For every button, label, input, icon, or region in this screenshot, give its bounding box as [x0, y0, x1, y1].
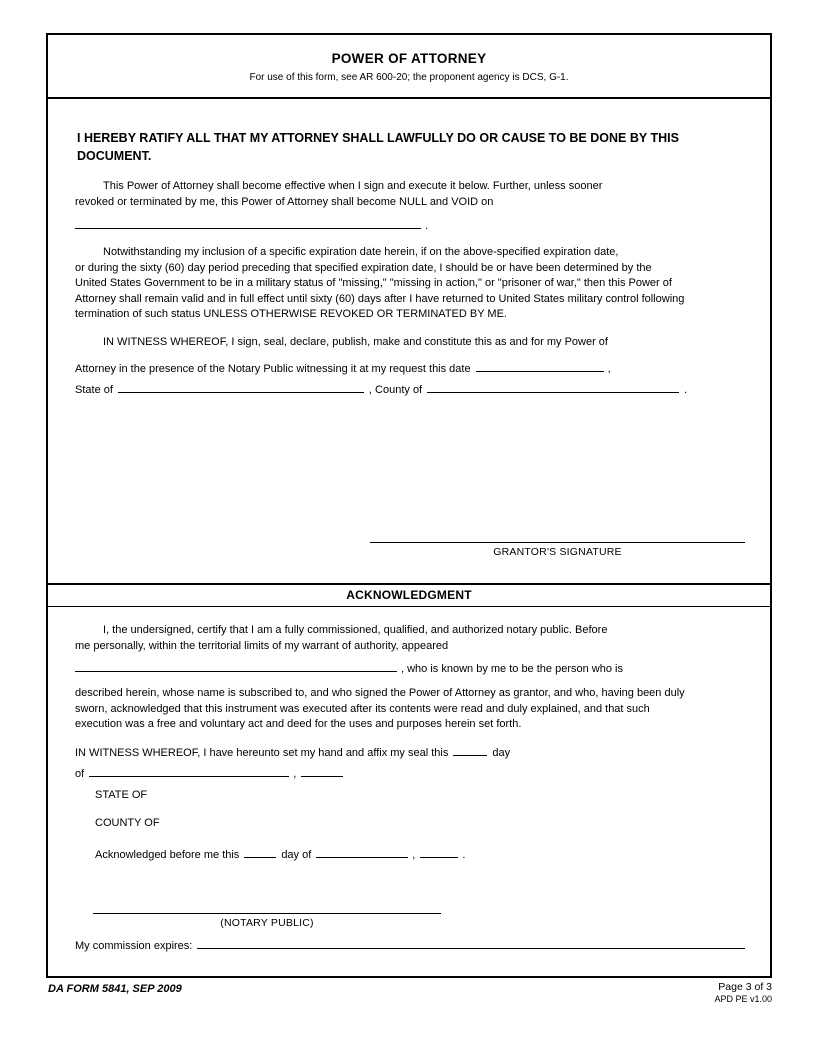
state-blank	[118, 381, 364, 393]
footer-right-block	[714, 981, 772, 1004]
commission-label: My commission expires:	[75, 940, 193, 952]
paragraph-line: termination of such status UNLESS OTHERWISE REVOKED OR TERMINATED BY ME.	[75, 308, 507, 320]
state-county-row	[75, 381, 687, 397]
day-of-label: day of	[281, 849, 312, 861]
paragraph-line: or during the sixty (60) day period preceding that specified expiration date, I should be or have been determined by the	[75, 261, 652, 274]
date-blank	[476, 360, 604, 372]
ratify-heading: I HEREBY RATIFY ALL THAT MY ATTORNEY SHALL LAWFULLY DO OR CAUSE TO BE DONE BY THIS DOCUMENT.	[77, 131, 679, 163]
page-number: Page 3 of 3	[718, 981, 772, 993]
commission-row	[75, 937, 750, 953]
form-border	[46, 33, 772, 978]
punctuation: ,	[412, 849, 416, 861]
witness-date-row	[75, 360, 611, 376]
form-subtitle: For use of this form, see AR 600-20; the proponent agency is DCS, G-1.	[249, 72, 569, 83]
form-header	[48, 35, 770, 99]
notwithstanding-paragraph	[75, 245, 684, 323]
form-title: POWER OF ATTORNEY	[331, 51, 487, 66]
punctuation: ,	[293, 768, 297, 780]
ack-year-blank	[420, 846, 458, 858]
expiration-date-row	[75, 217, 428, 232]
seal-text: IN WITNESS WHEREOF, I have hereunto set my hand and affix my seal this	[75, 747, 449, 759]
paragraph-line: United States Government to be in a military status of "missing," "missing in action," or "prisoner of war," then this Power of	[75, 277, 672, 289]
acknowledgment-heading: ACKNOWLEDGMENT	[48, 583, 770, 607]
paragraph-line: revoked or terminated by me, this Power of Attorney shall become NULL and VOID on	[75, 195, 494, 208]
punctuation: .	[684, 384, 688, 396]
county-label: , County of	[368, 384, 423, 396]
seal-day-row	[75, 744, 510, 760]
seal-month-row	[75, 765, 348, 781]
grantor-signature-block	[370, 542, 745, 558]
paragraph-line: sworn, acknowledged that this instrument was executed after its contents were read and duly explained, and that such	[75, 702, 650, 715]
paragraph-line: Attorney shall remain valid and in full effect until sixty (60) days after I have returned to United States military control following	[75, 292, 685, 305]
paragraph-line: This Power of Attorney shall become effective when I sign and execute it below. Further, unless sooner	[103, 180, 603, 192]
effective-paragraph	[75, 179, 602, 210]
commission-expiry-blank	[197, 937, 745, 949]
expiration-date-blank	[75, 217, 421, 229]
appeared-name-blank	[75, 660, 397, 672]
notary-public-label: (NOTARY PUBLIC)	[220, 917, 314, 929]
ack-day-blank	[244, 846, 276, 858]
apd-version: APD PE v1.00	[714, 994, 772, 1004]
paragraph-line: described herein, whose name is subscribed to, and who signed the Power of Attorney as grantor, and who, having been duly	[75, 687, 685, 699]
notary-intro-paragraph	[75, 623, 607, 654]
punctuation: .	[462, 849, 466, 861]
acknowledged-text: Acknowledged before me this	[95, 849, 240, 861]
paragraph-line: Notwithstanding my inclusion of a specific expiration date herein, if on the above-specified expiration date,	[103, 246, 619, 258]
ack-month-blank	[316, 846, 408, 858]
paragraph-line: execution was a free and voluntary act and deed for the uses and purposes herein set forth.	[75, 718, 522, 730]
witness-line: IN WITNESS WHEREOF, I sign, seal, declare, publish, make and constitute this as and for my Power of	[103, 336, 608, 348]
seal-year-blank	[301, 765, 343, 777]
described-paragraph	[75, 686, 685, 733]
day-label: day	[492, 747, 511, 759]
form-number: DA FORM 5841, SEP 2009	[48, 983, 182, 995]
witness-date-text: Attorney in the presence of the Notary Public witnessing it at my request this date	[75, 363, 471, 375]
state-of-label: STATE OF	[95, 789, 148, 801]
acknowledgment-section	[48, 607, 770, 978]
state-label: State of	[75, 384, 113, 396]
who-known-text: , who is known by me to be the person who is	[401, 663, 623, 675]
acknowledged-row	[95, 846, 465, 862]
grantor-signature-label: GRANTOR'S SIGNATURE	[493, 546, 622, 558]
paragraph-line: I, the undersigned, certify that I am a fully commissioned, qualified, and authorized notary public. Before	[103, 624, 608, 636]
paragraph-line: me personally, within the territorial limits of my warrant of authority, appeared	[75, 639, 449, 652]
seal-month-blank	[89, 765, 289, 777]
punctuation: ,	[607, 363, 611, 375]
of-label: of	[75, 768, 85, 780]
county-of-label: COUNTY OF	[95, 817, 160, 829]
notary-signature-block	[93, 913, 441, 929]
punctuation: .	[425, 220, 429, 232]
seal-day-blank	[453, 744, 487, 756]
appeared-row	[75, 660, 623, 676]
power-of-attorney-section	[48, 99, 770, 583]
county-blank	[427, 381, 679, 393]
